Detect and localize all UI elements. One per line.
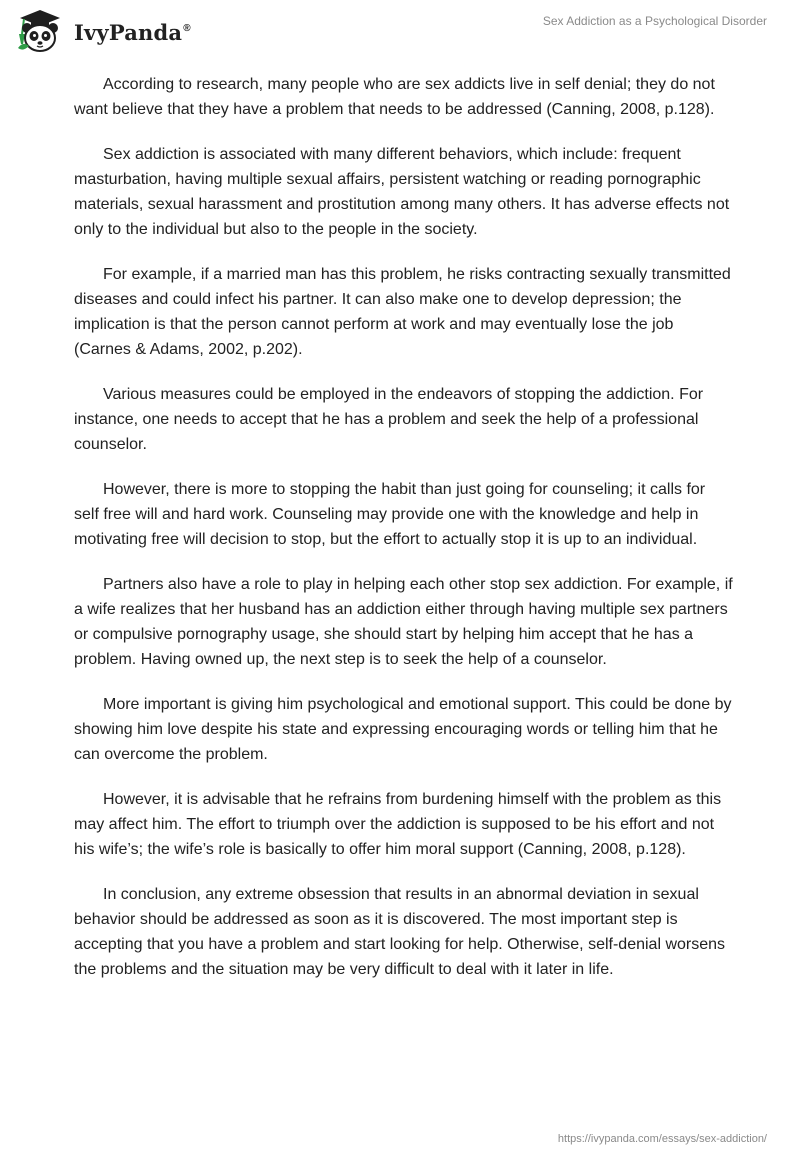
running-title: Sex Addiction as a Psychological Disorder (542, 14, 767, 28)
paragraph: However, it is advisable that he refrains from burdening himself with the problem as this may affect him. The effort to triumph over the addiction is supposed to be his effort and not his wife’s; the wife’s role is basically to offer him moral support (Canning, 2008, p.128). (74, 791, 722, 858)
panda-graduation-cap-icon (14, 8, 66, 54)
brand-name: IvyPanda® (74, 19, 191, 45)
paragraph: For example, if a married man has this problem, he risks contracting sexually transmitted diseases and could infect his partner. It can also make one to develop depression; the implication is that the person cannot perform at work and may eventually lose the job (Carnes & Adams, 2002, p.202). (74, 266, 731, 358)
paragraph: In conclusion, any extreme obsession that results in an abnormal deviation in sexual behavior should be addressed as soon as it is discovered. The most important step is accepting that you have a problem and start looking for help. Otherwise, self-denial worsens the problems and the situation may be very difficult to deal with it later in life. (74, 886, 726, 978)
paragraph: Sex addiction is associated with many different behaviors, which include: frequent masturbation, having multiple sexual affairs, persistent watching or reading pornographic materials, sexual harassment and prostitution among many others. It has adverse effects not only to the individual but also to the people in the society. (74, 146, 730, 238)
ivypanda-logo[interactable] (14, 8, 204, 54)
source-url[interactable]: https://ivypanda.com/essays/sex-addiction/ (557, 1133, 767, 1145)
paragraph: According to research, many people who are sex addicts live in self denial; they do not want believe that they have a problem that needs to be addressed (Canning, 2008, p.128). (74, 76, 715, 118)
paragraph: Partners also have a role to play in helping each other stop sex addiction. For example, if a wife realizes that her husband has an addiction either through having multiple sex partners or compulsive pornography usage, she should start by helping him accept that he has a problem. Having owned up, the next step is to seek the help of a counselor. (74, 576, 733, 668)
essay-body (74, 72, 734, 1002)
paragraph: However, there is more to stopping the habit than just going for counseling; it calls for self free will and hard work. Counseling may provide one with the knowledge and help in motivating free will decision to stop, but the effort to actually stop it is up to an individual. (74, 481, 706, 548)
page-header (0, 0, 800, 60)
paragraph: More important is giving him psychological and emotional support. This could be done by showing him love despite his state and expressing encouraging words or telling him that he can overcome the problem. (74, 696, 732, 763)
paragraph: Various measures could be employed in the endeavors of stopping the addiction. For instance, one needs to accept that he has a problem and seek the help of a professional counselor. (74, 386, 704, 453)
registered-mark: ® (183, 22, 191, 34)
